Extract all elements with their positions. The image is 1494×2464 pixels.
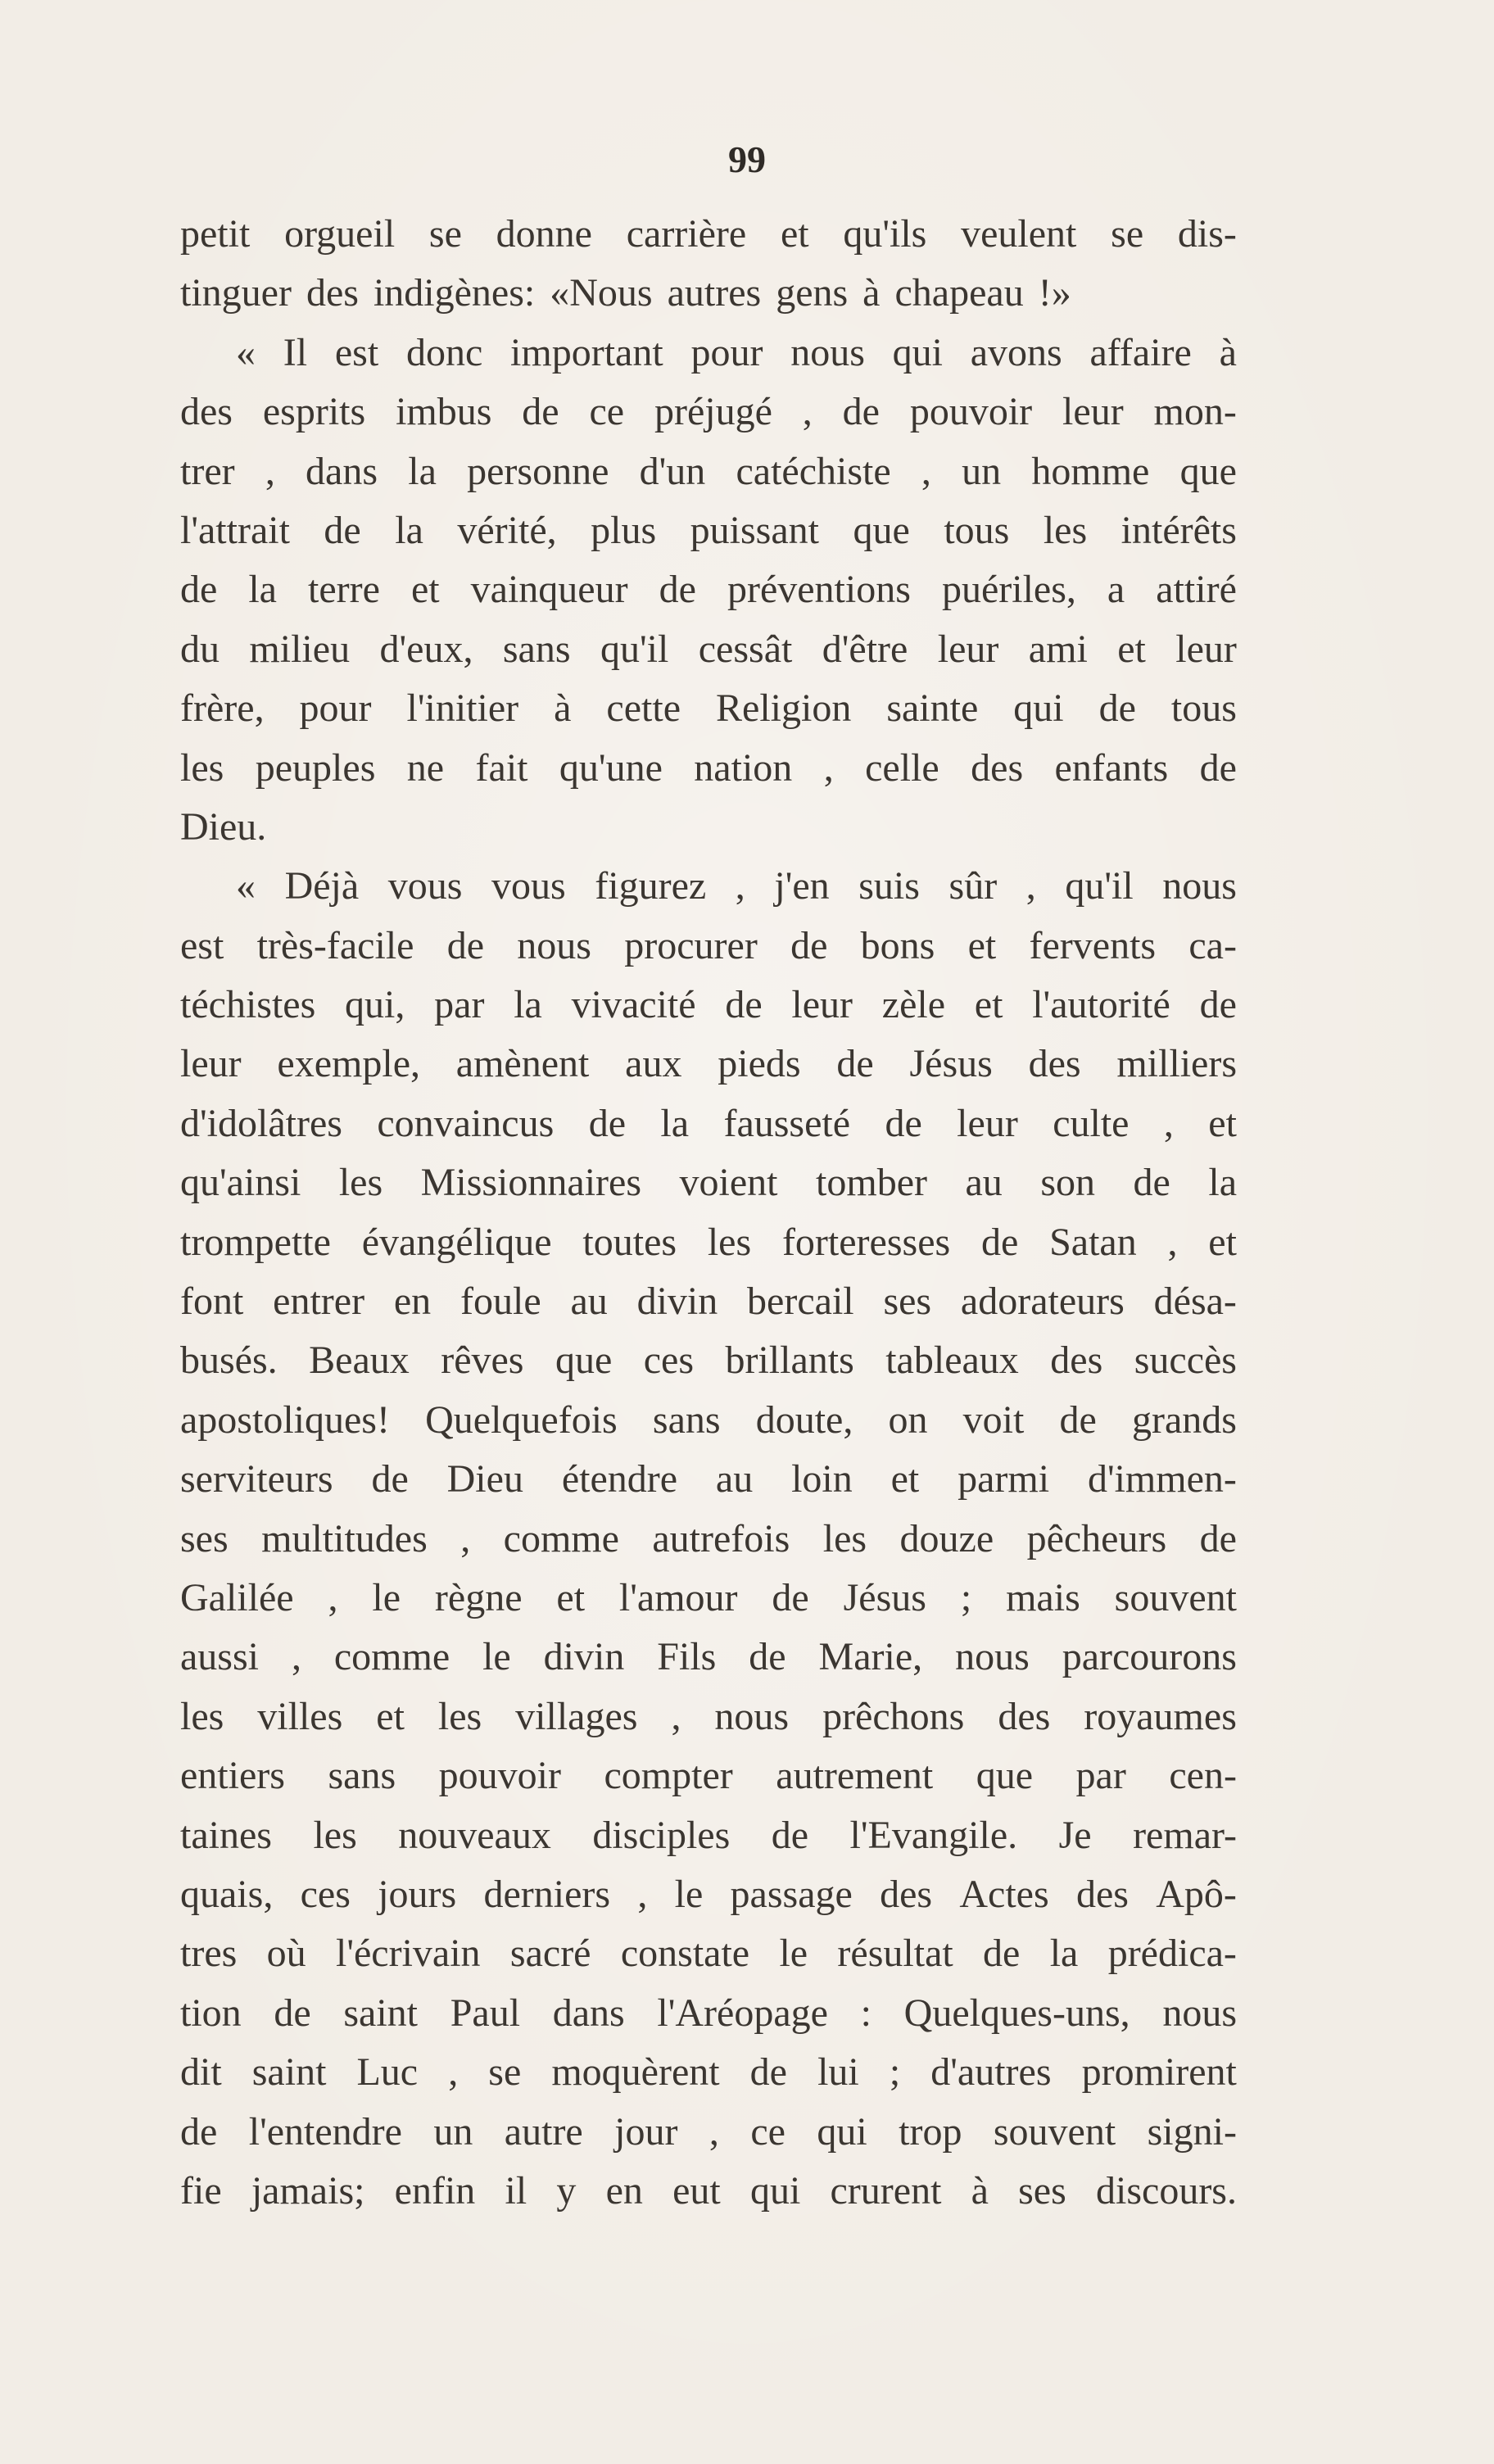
text-line: serviteurs de Dieu étendre au loin et parmi d'immen- — [180, 1457, 1237, 1502]
text-line: les villes et les villages , nous prêchons des royaumes — [180, 1694, 1237, 1738]
text-line: « Il est donc important pour nous qui avons affaire à — [236, 330, 1237, 374]
text-line: frère, pour l'initier à cette Religion sainte qui de tous — [180, 686, 1237, 731]
text-line: de la terre et vainqueur de préventions puériles, a attiré — [180, 568, 1237, 612]
text-line: les peuples ne fait qu'une nation , celle des enfants de — [180, 745, 1237, 790]
text-line: Galilée , le règne et l'amour de Jésus ; mais souvent — [180, 1575, 1237, 1619]
text-line: des esprits imbus de ce préjugé , de pouvoir leur mon- — [180, 390, 1237, 434]
body-text — [180, 205, 1237, 2221]
text-line: trer , dans la personne d'un catéchiste , un homme que — [180, 449, 1237, 493]
text-line: d'idolâtres convaincus de la fausseté de leur culte , et — [180, 1101, 1237, 1145]
text-line: du milieu d'eux, sans qu'il cessât d'être leur ami et leur — [180, 627, 1237, 671]
text-line: est très-facile de nous procurer de bons et fervents ca- — [180, 923, 1237, 967]
text-line: font entrer en foule au divin bercail ses adorateurs désa- — [180, 1280, 1237, 1324]
text-line: fie jamais; enfin il y en eut qui crurent à ses discours. — [180, 2168, 1237, 2213]
text-line: busés. Beaux rêves que ces brillants tableaux des succès — [180, 1338, 1237, 1383]
text-line: qu'ainsi les Missionnaires voient tomber au son de la — [180, 1161, 1237, 1205]
text-line: taines les nouveaux disciples de l'Evangile. Je remar- — [180, 1813, 1237, 1857]
text-line: apostoliques! Quelquefois sans doute, on voit de grands — [180, 1397, 1237, 1442]
text-line: « Déjà vous vous figurez , j'en suis sûr , qu'il nous — [236, 864, 1237, 908]
text-line: ses multitudes , comme autrefois les douze pêcheurs de — [180, 1516, 1237, 1560]
text-line: l'attrait de la vérité, plus puissant que tous les intérêts — [180, 508, 1237, 552]
text-line: téchistes qui, par la vivacité de leur zèle et l'autorité de — [180, 983, 1237, 1027]
text-line: aussi , comme le divin Fils de Marie, nous parcourons — [180, 1635, 1237, 1679]
page-number: 99 — [728, 138, 766, 180]
text-line: Dieu. — [180, 804, 267, 849]
text-line: leur exemple, amènent aux pieds de Jésus des milliers — [180, 1042, 1237, 1086]
text-line: dit saint Luc , se moquèrent de lui ; d'autres promirent — [180, 2050, 1237, 2095]
text-line: de l'entendre un autre jour , ce qui trop souvent signi- — [180, 2109, 1237, 2154]
text-line: petit orgueil se donne carrière et qu'ils veulent se dis- — [180, 212, 1237, 256]
text-line: tres où l'écrivain sacré constate le résultat de la prédica- — [180, 1932, 1237, 1976]
text-line: tion de saint Paul dans l'Aréopage : Quelques-uns, nous — [180, 1991, 1237, 2035]
text-line: trompette évangélique toutes les forteresses de Satan , et — [180, 1220, 1237, 1264]
text-line: quais, ces jours derniers , le passage des Actes des Apô- — [180, 1872, 1237, 1916]
text-line: entiers sans pouvoir compter autrement que par cen- — [180, 1754, 1237, 1798]
text-line: tinguer des indigènes: «Nous autres gens à chapeau !» — [180, 271, 1071, 315]
